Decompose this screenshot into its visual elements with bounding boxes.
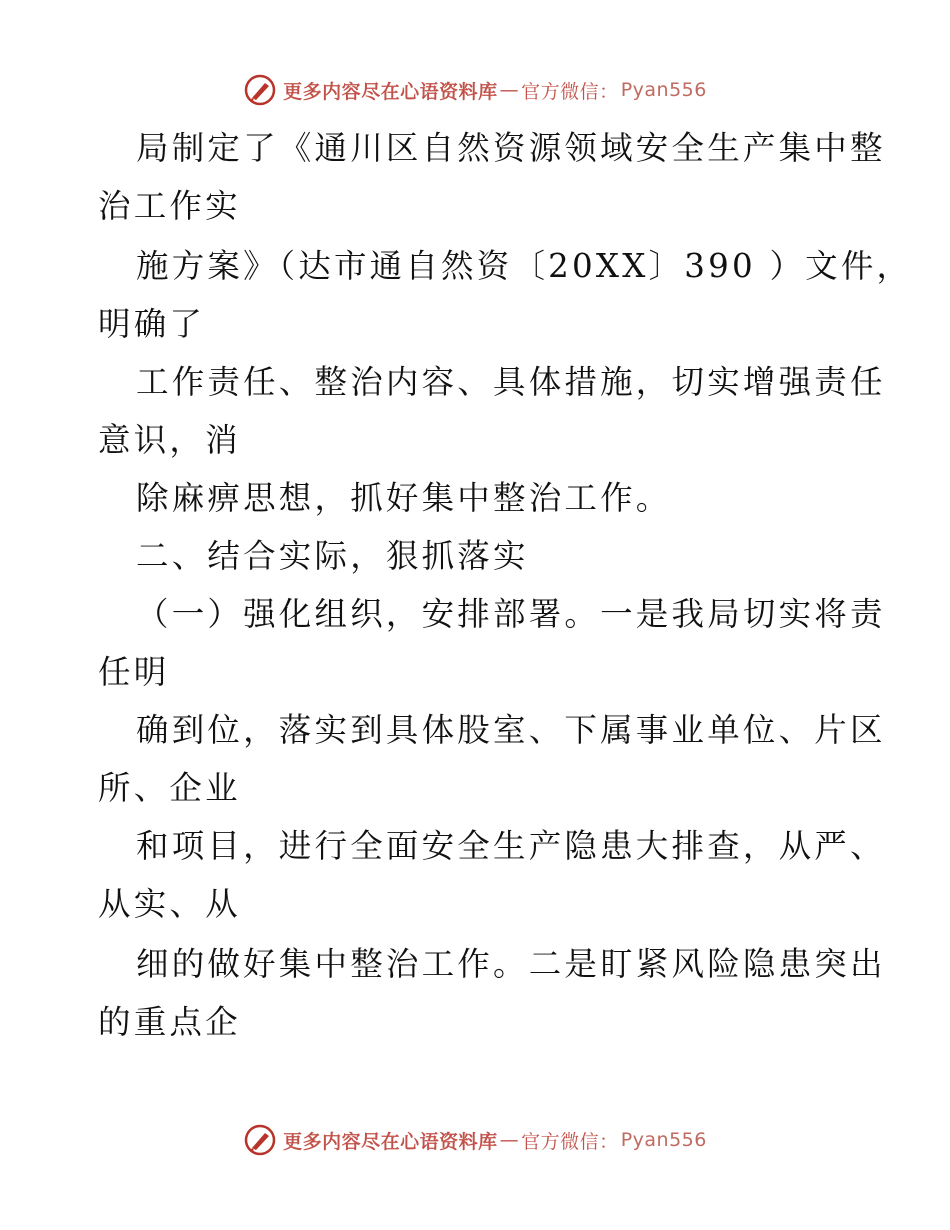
text-line: 工作责任、整治内容、具体措施，切实增强责任 — [136, 363, 886, 401]
watermark-id: Pyan556 — [620, 1129, 707, 1151]
text-line: 确到位，落实到具体股室、下属事业单位、片区 — [136, 711, 886, 749]
text-line: 意识，消 — [98, 421, 241, 459]
watermark-text: 更多内容尽在心语资料库 — [283, 1130, 498, 1153]
pen-logo-icon — [243, 1123, 277, 1157]
watermark-official: 官方微信： — [521, 1130, 619, 1153]
text-line: 和项目，进行全面安全生产隐患大排查，从严、 — [136, 827, 886, 865]
text-line: 所、企业 — [98, 769, 241, 807]
text-line: 明确了 — [98, 305, 206, 343]
section-heading: 二、结合实际，狠抓落实 — [136, 537, 529, 575]
text-line: 除麻痹思想，抓好集中整治工作。 — [136, 479, 672, 517]
text-line: 治工作实 — [98, 187, 241, 225]
text-line: （一）强化组织，安排部署。一是我局切实将责 — [136, 595, 886, 633]
watermark-id: Pyan556 — [620, 79, 707, 101]
text-line: 的重点企 — [98, 1003, 241, 1041]
text-line: 从实、从 — [98, 885, 241, 923]
watermark-dash: — — [499, 1129, 520, 1151]
header-watermark — [0, 70, 950, 110]
watermark-text: 更多内容尽在心语资料库 — [283, 80, 498, 103]
pen-logo-icon — [243, 73, 277, 107]
watermark-official: 官方微信： — [521, 80, 619, 103]
text-line: 细的做好集中整治工作。二是盯紧风险隐患突出 — [136, 945, 886, 983]
footer-watermark — [0, 1120, 950, 1160]
text-line: 施方案》（达市通自然资〔20XX〕390 ）文件， — [136, 247, 913, 285]
watermark-dash: — — [499, 79, 520, 101]
text-line: 任明 — [98, 653, 170, 691]
text-line: 局制定了《通川区自然资源领域安全生产集中整 — [136, 129, 886, 167]
